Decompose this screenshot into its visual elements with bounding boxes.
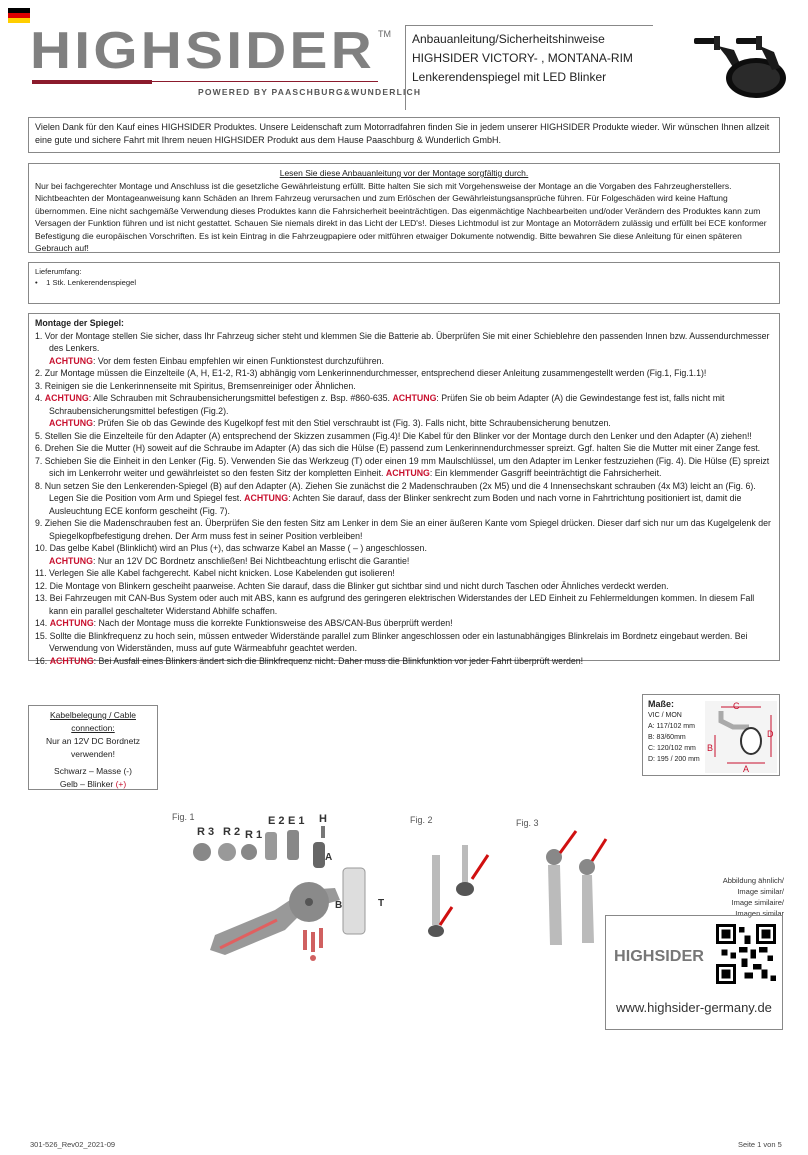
- step-16: [35, 655, 773, 668]
- step-4: [35, 392, 773, 430]
- powered-by: POWERED BY PAASCHBURG&WUNDERLICH: [198, 87, 422, 97]
- part-label: E 1: [288, 815, 305, 827]
- intro-box: [28, 117, 780, 153]
- step-14: [35, 617, 773, 630]
- dimensions-box: [642, 694, 780, 776]
- brand-line: [152, 81, 378, 82]
- step-text: : Alle Schrauben mit Schraubensicherungsmittel befestigen z. Bsp. #860-635.: [88, 393, 393, 403]
- step-11: 11. Verlegen Sie alle Kabel fachgerecht. Kabel nicht knicken. Lose Kabelenden gut isolieren!: [35, 568, 395, 578]
- mounting-heading: Montage der Spiegel:: [35, 318, 124, 328]
- warning-label: ACHTUNG: [49, 555, 93, 566]
- delivery-scope-box: [28, 262, 780, 304]
- safety-notice-text: Nur bei fachgerechter Montage und Anschluss ist die gesetzliche Gewährleistung erfüllt. Bitte halten Sie sich mit Vorgehensweise der Montage an die Vorgaben des Fahrzeugherstellers. Nichtbeachten der Montageanweisung kann Schäden an Ihrem Fahrzeug verursachen und zum Erlöschen der Gewährleistungsansprüche führen. Für Folgeschäden wird keine Haftung übernommen. Eine nicht sachgemäße Verwendung dieses Produktes kann die Fahrsicherheit beeinträchtigen. Das eigenmächtige Nachbearbeiten und/oder Verändern des Produktes kann zum Versagen der Funktion führen und ist nicht gestattet. Schauen Sie niemals direkt in das Licht der LED's!. Dieses Lichtmodul ist zur Montage an Motorrädern zulässig und erfüllt bei ECE konformer Befestigung die europäischen Vorschriften. Es ist kein Eintrag in die Fahrzeugpapiere oder mitführen etwaiger Dokumente notwendig. Bitte bewahren Sie diese Anleitung für einen späteren Gebrauch auf!: [35, 180, 767, 253]
- step-7: [35, 455, 773, 480]
- step-1: [35, 330, 773, 368]
- cable-connection-box: [28, 705, 158, 790]
- delivery-scope-heading: Lieferumfang:: [35, 267, 82, 276]
- step-text: : Prüfen Sie ob das Gewinde des Kugelkopf fest mit den Stiel verschraubt ist (Fig. 3). Falls nicht, bitte Schraubensicherung benutzen.: [92, 418, 611, 428]
- german-flag-icon: [8, 8, 30, 23]
- intro-text: Vielen Dank für den Kauf eines HIGHSIDER Produktes. Unsere Leidenschaft zum Motorradfahren finden Sie in jedem unserer HIGHSIDER Produkte wieder. Wir wünschen Ihnen allzeit eine gute und sichere Fahrt mit Ihrem neuen HIGHSIDER Produkt aus dem Hause Paaschburg & Wunderlich GmbH.: [35, 122, 770, 145]
- step-text: 7. Schieben Sie die Einheit in den Lenker (Fig. 5). Verwenden Sie das Werkzeug (T) oder einen 19 mm Maulschlüssel, um den Adapter im Lenker festzuziehen (Fig. 4). Die Hülse (E) spreizt sich im Lenkerrohr weiter und gewährleistet so den festen Sitz der kompletten Einheit.: [35, 455, 770, 478]
- dimension-b: B: 83/60mm: [648, 734, 686, 741]
- step-text: 1. Vor der Montage stellen Sie sicher, dass Ihr Fahrzeug sicher steht und klemmen Sie die Batterie ab. Überprüfen Sie mit einer Schieblehre den passenden Innen bzw. Aussendurchmesser des Lenkers.: [35, 330, 770, 353]
- step-number: 14.: [35, 618, 50, 628]
- similar-line: Imagen similar: [735, 909, 784, 918]
- plus-sign: (+): [115, 779, 127, 789]
- similar-line: Image similar/: [737, 887, 784, 896]
- warning-label: ACHTUNG: [49, 655, 94, 666]
- title-line: Anbauanleitung/Sicherheitshinweise: [412, 32, 605, 46]
- safety-notice-box: [28, 163, 780, 253]
- fig-1-label: Fig. 1: [172, 812, 195, 822]
- dimensions-model: VIC / MON: [648, 712, 682, 719]
- part-label: H: [319, 813, 327, 825]
- title-line: HIGHSIDER VICTORY- , MONTANA-RIM: [412, 51, 633, 65]
- cable-heading: Kabelbelegung / Cable connection:: [49, 710, 136, 733]
- step-text: : Ein klemmender Gasgriff beeinträchtigt die Fahrsicherheit.: [429, 468, 662, 478]
- step-15: 15. Sollte die Blinkfrequenz zu hoch sein, müssen entweder Widerstände parallel zum Blinker angeschlossen oder ein lastunabhängiges Blinkrelais im Bordnetz eingebaut werden. Bei Verwendung von Widerständen, muss auf gute Wärmeabfuhr geachtet werden.: [35, 630, 748, 653]
- cable-line: Schwarz – Masse (-): [54, 766, 132, 776]
- part-label: R 2: [223, 826, 241, 838]
- part-label: R 1: [245, 829, 263, 841]
- part-label: R 3: [197, 826, 215, 838]
- image-similar-note: [714, 875, 784, 919]
- step-text: : Vor dem festen Einbau empfehlen wir einen Funktionstest durchzuführen.: [92, 355, 384, 366]
- brand-logo-text: HIGHSIDER: [30, 28, 375, 73]
- delivery-scope-item: • 1 Stk. Lenkerendenspiegel: [35, 278, 137, 287]
- step-13: 13. Bei Fahrzeugen mit CAN-Bus System oder auch mit ABS, kann es aufgrund des geringeren elektrischen Widerstandes der LED Einheit zu Fehlermeldungen kommen. In diesem Fall kann ein parallel geschalteter Widerstand Abhilfe schaffen.: [35, 593, 755, 616]
- fig-3-label: Fig. 3: [516, 818, 539, 828]
- document-title: [405, 25, 653, 110]
- part-label: A: [325, 852, 333, 863]
- similar-line: Image similaire/: [731, 898, 784, 907]
- dim-label-c: C: [733, 701, 740, 711]
- part-label: B: [335, 900, 343, 911]
- step-number: 4.: [35, 393, 45, 403]
- warning-label: ACHTUNG: [49, 418, 93, 428]
- qr-code-icon[interactable]: [716, 924, 776, 984]
- cable-line-text: Gelb – Blinker: [59, 779, 116, 789]
- step-12: 12. Die Montage von Blinkern gescheiht paarweise. Achten Sie darauf, dass die Blinker gut sichtbar sind und nicht durch Taschen oder Ähnliches verdeckt werden.: [35, 580, 669, 591]
- step-text: : Bei Ausfall eines Blinkers ändert sich die Blinkfrequenz nicht. Daher muss die Blinkfunktion vor jeder Fahrt überprüft werden!: [93, 655, 584, 666]
- warning-label: ACHTUNG: [385, 468, 430, 478]
- fig-2-diagram: [410, 825, 510, 955]
- cable-line: Nur an 12V DC Bordnetz: [45, 736, 141, 746]
- product-image: [676, 28, 800, 104]
- fig-1-parts-diagram: [175, 810, 395, 980]
- mounting-instructions-box: [28, 313, 780, 666]
- warning-label: ACHTUNG: [244, 493, 289, 503]
- footer-revision: 301-526_Rev02_2021-09: [30, 1140, 116, 1149]
- dim-label-b: B: [707, 743, 714, 753]
- step-3: 3. Reinigen sie die Lenkerinnenseite mit Spiritus, Bremsenreiniger oder Ähnlichen.: [35, 380, 356, 391]
- step-10: [35, 542, 773, 567]
- dimension-d: D: 195 / 200 mm: [648, 756, 700, 763]
- step-5: 5. Stellen Sie die Einzelteile für den Adapter (A) entsprechend der Skizzen zusammen (Fig.4)! Die Kabel für den Blinker vor der Montage durch den Lenker und den Adapter (A) ziehen!!: [35, 430, 752, 441]
- title-line: Lenkerendenspiegel mit LED Blinker: [412, 70, 607, 84]
- step-number: 16.: [35, 655, 50, 666]
- part-label: T: [378, 898, 385, 909]
- safety-notice-heading: Lesen Sie diese Anbauanleitung vor der Montage sorgfältig durch.: [279, 168, 529, 178]
- similar-line: Abbildung ähnlich/: [722, 876, 784, 885]
- dimensions-heading: Maße:: [648, 699, 675, 709]
- trademark: TM: [378, 29, 391, 39]
- warning-label: ACHTUNG: [392, 393, 437, 403]
- website-link[interactable]: www.highsider-germany.de: [616, 1000, 772, 1015]
- step-text: 8. Nun setzen Sie den Lenkerenden-Spiegel (B) auf den Adapter (A). Ziehen Sie zunächst die 2 Madenschrauben (2x M5) und die 4 Innensechskant schrauben (4x M3) leicht an (Fig. 6). Legen Sie die Position vom Arm und Spiegel fest.: [35, 480, 756, 503]
- step-text: : Achten Sie darauf, dass der Blinker senkrecht zum Boden und nach vorne in Fahrtrichtung positioniert ist, damit die Ausleuchtung ECE konform gescheiht (Fig. 7).: [49, 493, 742, 516]
- dimension-a: A: 117/102 mm: [648, 723, 695, 730]
- warning-label: ACHTUNG: [49, 355, 93, 366]
- step-text: : Nach der Montage muss die korrekte Funktionsweise des ABS/CAN-Bus überprüft werden!: [93, 618, 453, 628]
- step-text: : Prüfen Sie ob beim Adapter (A) die Gewindestange fest ist, falls nicht mit Schraubensicherungsmittel befestigen (Fig.2).: [49, 393, 725, 416]
- cable-line: [29, 778, 157, 791]
- brand-logo: [30, 28, 380, 73]
- dim-label-d: D: [767, 729, 774, 739]
- step-2: 2. Zur Montage müssen die Einzelteile (A, H, E1-2, R1-3) abhängig vom Lenkerinnendurchmesser, entsprechend dieser Anleitung zusammengestellt werden (Fig.1, Fig.1.1)!: [35, 368, 707, 378]
- warning-label: ACHTUNG: [44, 393, 89, 403]
- delivery-scope-item-text: 1 Stk. Lenkerendenspiegel: [46, 278, 137, 287]
- step-text: 10. Das gelbe Kabel (Blinklicht) wird an Plus (+), das schwarze Kabel an Masse ( – ) angeschlossen.: [35, 543, 427, 553]
- part-label: E 2: [268, 815, 285, 827]
- dimension-diagram: [705, 701, 777, 773]
- step-8: [35, 480, 773, 518]
- step-6: 6. Drehen Sie die Mutter (H) soweit auf die Schraube im Adapter (A) das sich die Hülse (E) passend zum Lenkerinnendurchmesser spreizt. Ggf. halten Sie die Mutter mit einer Zange fest.: [35, 443, 761, 453]
- step-9: 9. Ziehen Sie die Madenschrauben fest an. Überprüfen Sie den festen Sitz am Lenker in dem Sie an einer äußeren Kante vom Spiegel drücken. Dieser darf sich nur um das Kugelgelenk der Spiegelkopfbefestigung drehen. Der Arm muss fest in seiner Position verbleiben!: [35, 518, 771, 541]
- dim-label-a: A: [743, 764, 750, 773]
- footer-page-number: Seite 1 von 5: [738, 1140, 782, 1149]
- dimension-c: C: 120/102 mm: [648, 745, 696, 752]
- step-text: : Nur an 12V DC Bordnetz anschließen! Bei Nichtbeachtung erlischt die Garantie!: [92, 555, 410, 566]
- brand-bar: [32, 80, 152, 84]
- fig-2-label: Fig. 2: [410, 815, 433, 825]
- small-brand-logo: [614, 946, 710, 966]
- cable-line: verwenden!: [71, 749, 115, 759]
- small-brand-text: HIGHSIDER: [614, 948, 705, 965]
- warning-label: ACHTUNG: [49, 618, 94, 628]
